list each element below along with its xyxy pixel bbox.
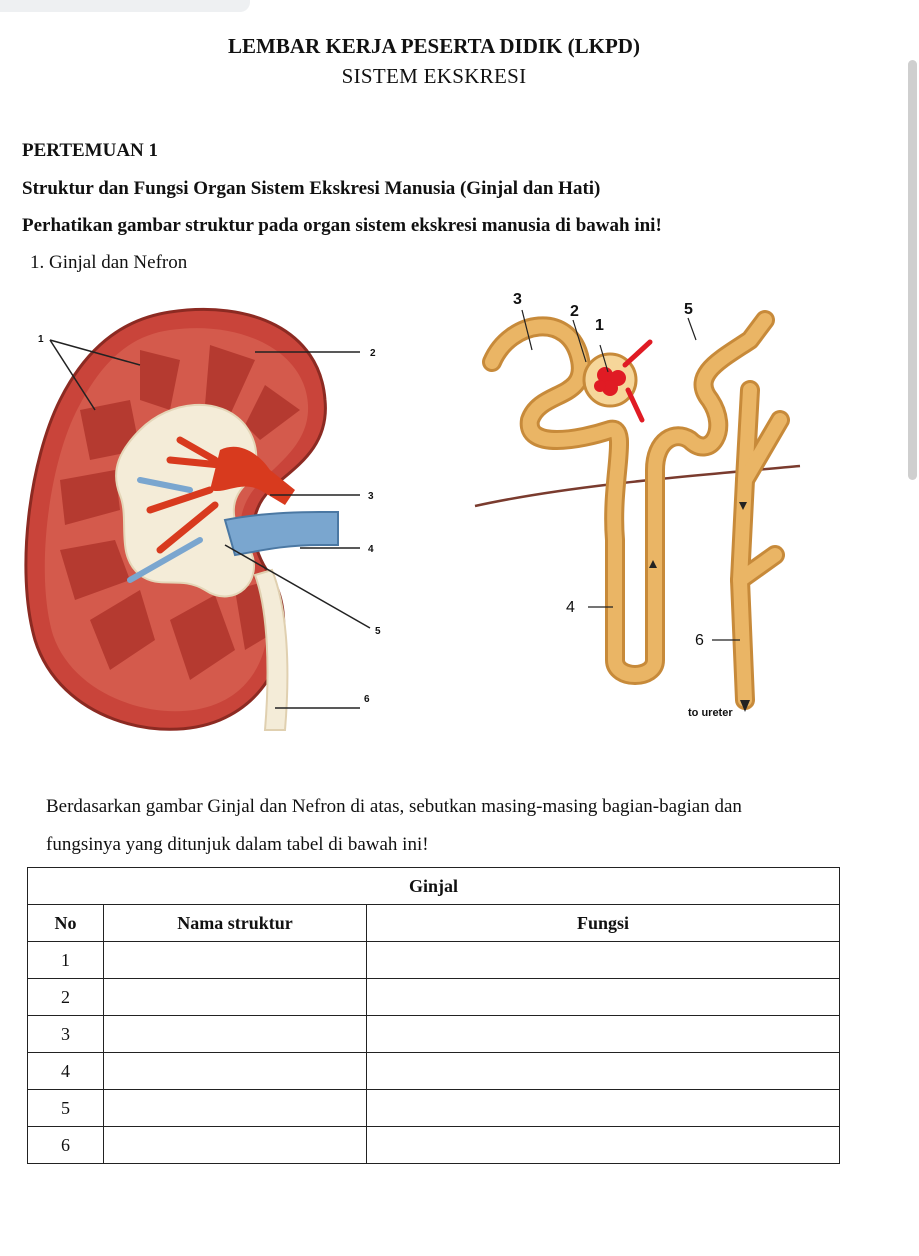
- table-row: [28, 1090, 840, 1127]
- function-cell[interactable]: [367, 1090, 840, 1127]
- nephron-label-2: 2: [570, 303, 579, 320]
- nephron-label-3: 3: [513, 291, 522, 308]
- structure-name-cell[interactable]: [104, 1016, 367, 1053]
- topic-heading: Struktur dan Fungsi Organ Sistem Ekskresi Manusia (Ginjal dan Hati): [22, 178, 601, 199]
- table-row: [28, 1016, 840, 1053]
- function-cell[interactable]: [367, 979, 840, 1016]
- section-heading: 1. Ginjal dan Nefron: [30, 252, 188, 273]
- kidney-structure-table: [27, 867, 840, 1164]
- question-line-2: fungsinya yang ditunjuk dalam tabel di bawah ini!: [46, 834, 429, 855]
- table-header-row: [28, 905, 840, 942]
- function-cell[interactable]: [367, 942, 840, 979]
- structure-name-cell[interactable]: [104, 979, 367, 1016]
- kidney-label-6: 6: [364, 694, 370, 705]
- scrollbar[interactable]: [908, 60, 917, 480]
- table-title-row: [28, 868, 840, 905]
- nephron-label-5: 5: [684, 301, 693, 318]
- nephron-label-1: 1: [595, 317, 604, 334]
- kidney-illustration: [20, 290, 440, 740]
- header-function: Fungsi: [367, 905, 840, 942]
- question-line-1: Berdasarkan gambar Ginjal dan Nefron di atas, sebutkan masing-masing bagian-bagian dan: [46, 796, 742, 817]
- kidney-label-4: 4: [368, 544, 374, 555]
- nephron-illustration: [470, 280, 810, 730]
- meeting-heading: PERTEMUAN 1: [22, 140, 159, 161]
- row-number: 4: [28, 1053, 104, 1090]
- instruction-text: Perhatikan gambar struktur pada organ sistem ekskresi manusia di bawah ini!: [22, 215, 662, 236]
- structure-name-cell[interactable]: [104, 942, 367, 979]
- table-row: [28, 942, 840, 979]
- kidney-label-1: 1: [38, 334, 44, 345]
- worksheet-title: LEMBAR KERJA PESERTA DIDIK (LKPD): [228, 34, 640, 58]
- kidney-label-3: 3: [368, 491, 374, 502]
- row-number: 1: [28, 942, 104, 979]
- question-text: [46, 788, 852, 864]
- structure-name-cell[interactable]: [104, 1090, 367, 1127]
- function-cell[interactable]: [367, 1127, 840, 1164]
- top-strip: [0, 0, 250, 12]
- table-title: Ginjal: [28, 868, 840, 905]
- row-number: 3: [28, 1016, 104, 1053]
- worksheet-subtitle: SISTEM EKSKRESI: [341, 64, 527, 88]
- table-row: [28, 1053, 840, 1090]
- row-number: 2: [28, 979, 104, 1016]
- table-row: [28, 979, 840, 1016]
- kidney-label-2: 2: [370, 348, 376, 359]
- row-number: 5: [28, 1090, 104, 1127]
- structure-name-cell[interactable]: [104, 1127, 367, 1164]
- table-row: [28, 1127, 840, 1164]
- header-structure-name: Nama struktur: [104, 905, 367, 942]
- nephron-label-6: 6: [695, 632, 704, 649]
- nephron-label-4: 4: [566, 599, 575, 616]
- structure-name-cell[interactable]: [104, 1053, 367, 1090]
- row-number: 6: [28, 1127, 104, 1164]
- to-ureter-caption: to ureter: [688, 707, 733, 719]
- header-no: No: [28, 905, 104, 942]
- kidney-label-5: 5: [375, 626, 381, 637]
- function-cell[interactable]: [367, 1053, 840, 1090]
- function-cell[interactable]: [367, 1016, 840, 1053]
